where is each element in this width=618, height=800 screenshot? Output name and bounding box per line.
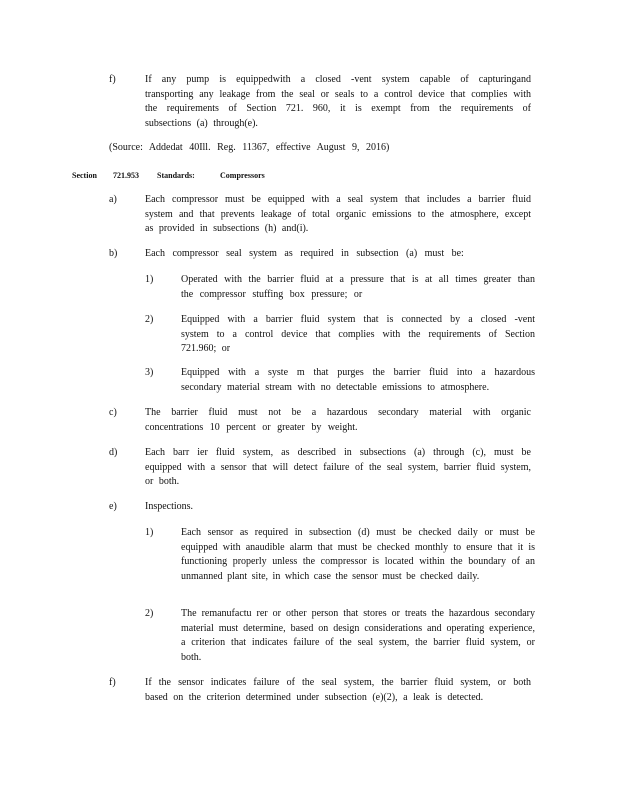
section-title: Compressors (220, 171, 265, 180)
item-marker: 1) (145, 527, 154, 538)
section-number: 721.953 (113, 171, 139, 180)
item-text: Each compressor seal system as required in subsection (a) must be: (145, 248, 464, 259)
item-marker: d) (109, 447, 118, 458)
item-text: Each barr ier fluid system, as described in subsections (a) through (c), must be equipped with a sensor that will detect failure of the seal system, barrier fluid system, or both. (145, 447, 531, 487)
item-text: Inspections. (145, 501, 194, 512)
item-marker: 2) (145, 608, 154, 619)
item-text: The remanufactu rer or other person that stores or treats the hazardous secondary material must determine, based on design considerations and operating experience, a criterion that indicates failure of the seal system, the barrier fluid system, or both. (181, 608, 535, 663)
section-label: Section (72, 171, 97, 180)
item-marker: f) (109, 677, 116, 688)
source-note: (Source: Addedat 40Ill. Reg. 11367, effective August 9, 2016) (109, 142, 390, 153)
item-text: Equipped with a barrier fluid system that is connected by a closed -vent system to a control device that complies with the requirements of Section 721.960; or (181, 314, 535, 354)
item-text: Each compressor must be equipped with a seal system that includes a barrier fluid system and that prevents leakage of total organic emissions to the atmosphere, except as provided in subsections (h) and(i). (145, 194, 531, 234)
section-standards: Standards: (157, 171, 195, 180)
item-marker: b) (109, 248, 118, 259)
item-text: If the sensor indicates failure of the seal system, the barrier fluid system, or both based on the criterion determined under subsection (e)(2), a leak is detected. (145, 677, 531, 703)
item-marker: a) (109, 194, 117, 205)
item-text: Operated with the barrier fluid at a pressure that is at all times greater than the compressor stuffing box pressure; or (181, 274, 535, 300)
item-text: The barrier fluid must not be a hazardous secondary material with organic concentrations 10 percent or greater by weight. (145, 407, 531, 433)
item-marker: c) (109, 407, 117, 418)
item-text: Each sensor as required in subsection (d) must be checked daily or must be equipped with anaudible alarm that must be checked monthly to ensure that it is functioning properly unless the compressor is located within the boundary of an unmanned plant site, in which case the sensor must be checked daily. (181, 527, 535, 582)
item-text: If any pump is equippedwith a closed -vent system capable of capturingand transporting any leakage from the seal or seals to a control device that complies with the requirements of Section 721. 960, it is exempt from the requirements of subsections (a) through(e). (145, 74, 531, 129)
item-marker: f) (109, 74, 116, 85)
item-text: Equipped with a syste m that purges the barrier fluid into a hazardous secondary material stream with no detectable emissions to atmosphere. (181, 367, 535, 393)
item-marker: 1) (145, 274, 154, 285)
item-marker: e) (109, 501, 117, 512)
item-marker: 3) (145, 367, 154, 378)
item-marker: 2) (145, 314, 154, 325)
